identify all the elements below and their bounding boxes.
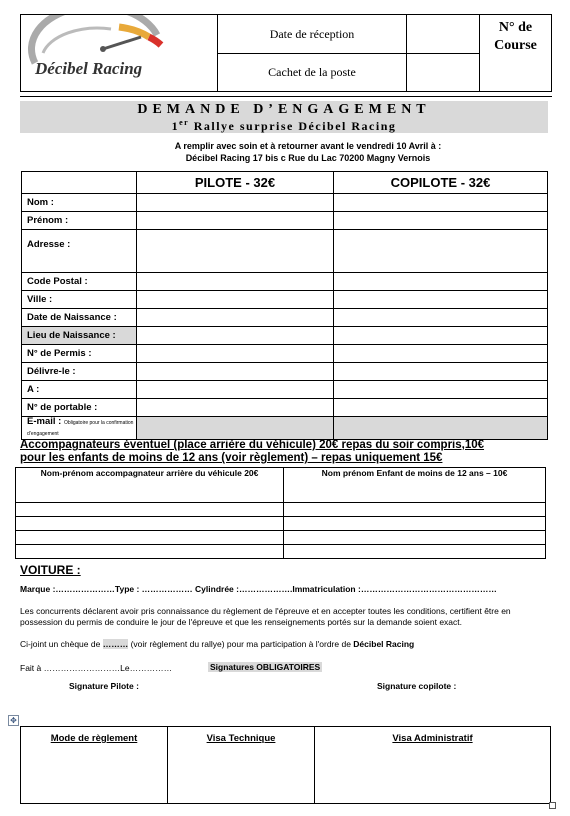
engagement-form-table <box>21 171 548 440</box>
logo-cell <box>21 15 218 92</box>
fait-a-line: Fait à ………………………Le…………… <box>20 663 173 673</box>
pilote-lieu-naissance-field[interactable] <box>137 327 334 345</box>
visa-administratif-cell <box>315 727 551 804</box>
signatures-obligatoires: Signatures OBLIGATOIRES <box>210 662 321 672</box>
label-nom: Nom : <box>22 194 137 212</box>
acc-row-2-left[interactable] <box>16 517 284 531</box>
mode-reglement-label: Mode de règlement <box>50 733 138 744</box>
copilote-a-field[interactable] <box>334 381 548 399</box>
acc-row-4-right[interactable] <box>284 545 546 559</box>
copilote-lieu-naissance-field[interactable] <box>334 327 548 345</box>
page-subtitle <box>20 118 548 134</box>
email-note: Obligatoire pour la confirmation d’engagement <box>27 420 134 437</box>
pilote-nom-field[interactable] <box>137 194 334 212</box>
copilote-permis-field[interactable] <box>334 345 548 363</box>
copilote-email-field[interactable] <box>334 417 548 440</box>
pilote-permis-field[interactable] <box>137 345 334 363</box>
acc-row-1-right[interactable] <box>284 503 546 517</box>
logo-text: Décibel Racing <box>35 59 143 78</box>
instructions-line2: Décibel Racing 17 bis c Rue du Lac 70200 Magny Vernois <box>185 153 431 163</box>
label-date-naissance: Date de Naissance : <box>22 309 137 327</box>
label-a: A : <box>22 381 137 399</box>
label-delivre: Délivre-le : <box>22 363 137 381</box>
numero-course-label: N° de Course <box>494 20 537 53</box>
copilote-portable-field[interactable] <box>334 399 548 417</box>
label-email-cell <box>22 417 137 440</box>
cheque-org: Décibel Racing <box>353 639 415 649</box>
acc-col-enfant: Nom prénom Enfant de moins de 12 ans – 10€ <box>284 468 546 503</box>
table-move-handle-icon[interactable]: ✥ <box>8 715 19 726</box>
accompagnateurs-line2: pour les enfants de moins de 12 ans (voir règlement) – repas uniquement 15€ <box>20 452 443 464</box>
acc-col-accompagnateur: Nom-prénom accompagnateur arrière du véhicule 20€ <box>16 468 284 503</box>
copilote-prenom-field[interactable] <box>334 212 548 230</box>
signature-pilote: Signature Pilote : <box>69 681 139 691</box>
voiture-title: VOITURE : <box>20 563 81 577</box>
copilote-ville-field[interactable] <box>334 291 548 309</box>
label-adresse: Adresse : <box>22 230 137 273</box>
accompagnateurs-heading <box>20 439 560 465</box>
pilote-a-field[interactable] <box>137 381 334 399</box>
form-corner <box>22 172 137 194</box>
copilote-header: COPILOTE - 32€ <box>334 172 548 194</box>
label-lieu-naissance: Lieu de Naissance : <box>22 327 137 345</box>
title-band <box>20 101 548 133</box>
instructions <box>20 140 570 164</box>
copilote-date-naissance-field[interactable] <box>334 309 548 327</box>
cheque-line <box>20 639 414 649</box>
acc-row-2-right[interactable] <box>284 517 546 531</box>
page-title: DEMANDE D’ENGAGEMENT <box>137 102 431 117</box>
label-portable: N° de portable : <box>22 399 137 417</box>
header-box <box>20 14 552 92</box>
mode-reglement-cell <box>21 727 168 804</box>
pilote-ville-field[interactable] <box>137 291 334 309</box>
cheque-mid: (voir règlement du rallye) pour ma participation à l'ordre de <box>128 639 354 649</box>
pilote-prenom-field[interactable] <box>137 212 334 230</box>
pilote-code-postal-field[interactable] <box>137 273 334 291</box>
visa-technique-cell <box>168 727 315 804</box>
subtitle-sup: er <box>179 118 190 127</box>
cheque-amount: ……… <box>102 639 129 649</box>
accompagnateurs-line1: Accompagnateurs éventuel (place arrière du véhicule) 20€ repas du soir compris,10€ <box>20 439 485 451</box>
pilote-delivre-field[interactable] <box>137 363 334 381</box>
visa-technique-label: Visa Technique <box>206 733 276 744</box>
instructions-line1: A remplir avec soin et à retourner avant le vendredi 10 Avril à : <box>174 141 442 151</box>
copilote-code-postal-field[interactable] <box>334 273 548 291</box>
declaration-text: Les concurrents déclarent avoir pris connaissance du règlement de l'épreuve et en accepter toutes les conditions, certifient être en possession du permis de conduire le jour de l'épreuve et que les renseignements portés sur la demande soient exact. <box>20 606 511 627</box>
copilote-nom-field[interactable] <box>334 194 548 212</box>
copilote-adresse-field[interactable] <box>334 230 548 273</box>
copilote-delivre-field[interactable] <box>334 363 548 381</box>
label-ville: Ville : <box>22 291 137 309</box>
pilote-portable-field[interactable] <box>137 399 334 417</box>
signature-copilote: Signature copilote : <box>377 681 457 691</box>
visa-administratif-label: Visa Administratif <box>392 733 473 744</box>
cachet-poste-label: Cachet de la poste <box>268 65 356 79</box>
table-resize-handle-icon[interactable] <box>549 802 556 809</box>
pilote-date-naissance-field[interactable] <box>137 309 334 327</box>
numero-course-cell <box>480 15 552 92</box>
acc-row-3-left[interactable] <box>16 531 284 545</box>
pilote-adresse-field[interactable] <box>137 230 334 273</box>
acc-row-4-left[interactable] <box>16 545 284 559</box>
acc-row-1-left[interactable] <box>16 503 284 517</box>
cheque-pre: Ci-joint un chèque de <box>20 639 103 649</box>
date-reception-cell <box>218 15 407 54</box>
pilote-email-field[interactable] <box>137 417 334 440</box>
pilote-header: PILOTE - 32€ <box>137 172 334 194</box>
header-underline <box>20 96 552 97</box>
label-code-postal: Code Postal : <box>22 273 137 291</box>
subtitle-number: 1 <box>171 119 180 133</box>
blank-cell-bottom <box>407 54 480 92</box>
acc-row-3-right[interactable] <box>284 531 546 545</box>
label-prenom: Prénom : <box>22 212 137 230</box>
date-reception-label: Date de réception <box>269 26 355 41</box>
cachet-poste-cell <box>218 54 407 92</box>
blank-cell-top <box>407 15 480 54</box>
decibel-racing-logo <box>21 15 217 91</box>
label-permis: N° de Permis : <box>22 345 137 363</box>
visa-table <box>20 726 551 804</box>
label-email: E-mail : <box>27 416 62 427</box>
subtitle-rest: Rallye surprise Décibel Racing <box>189 119 397 133</box>
voiture-details: Marque :…………………Type : ……………… Cylindrée :……………….Immatriculation :………………………………………… <box>20 584 497 594</box>
accompagnateurs-table <box>15 467 546 559</box>
